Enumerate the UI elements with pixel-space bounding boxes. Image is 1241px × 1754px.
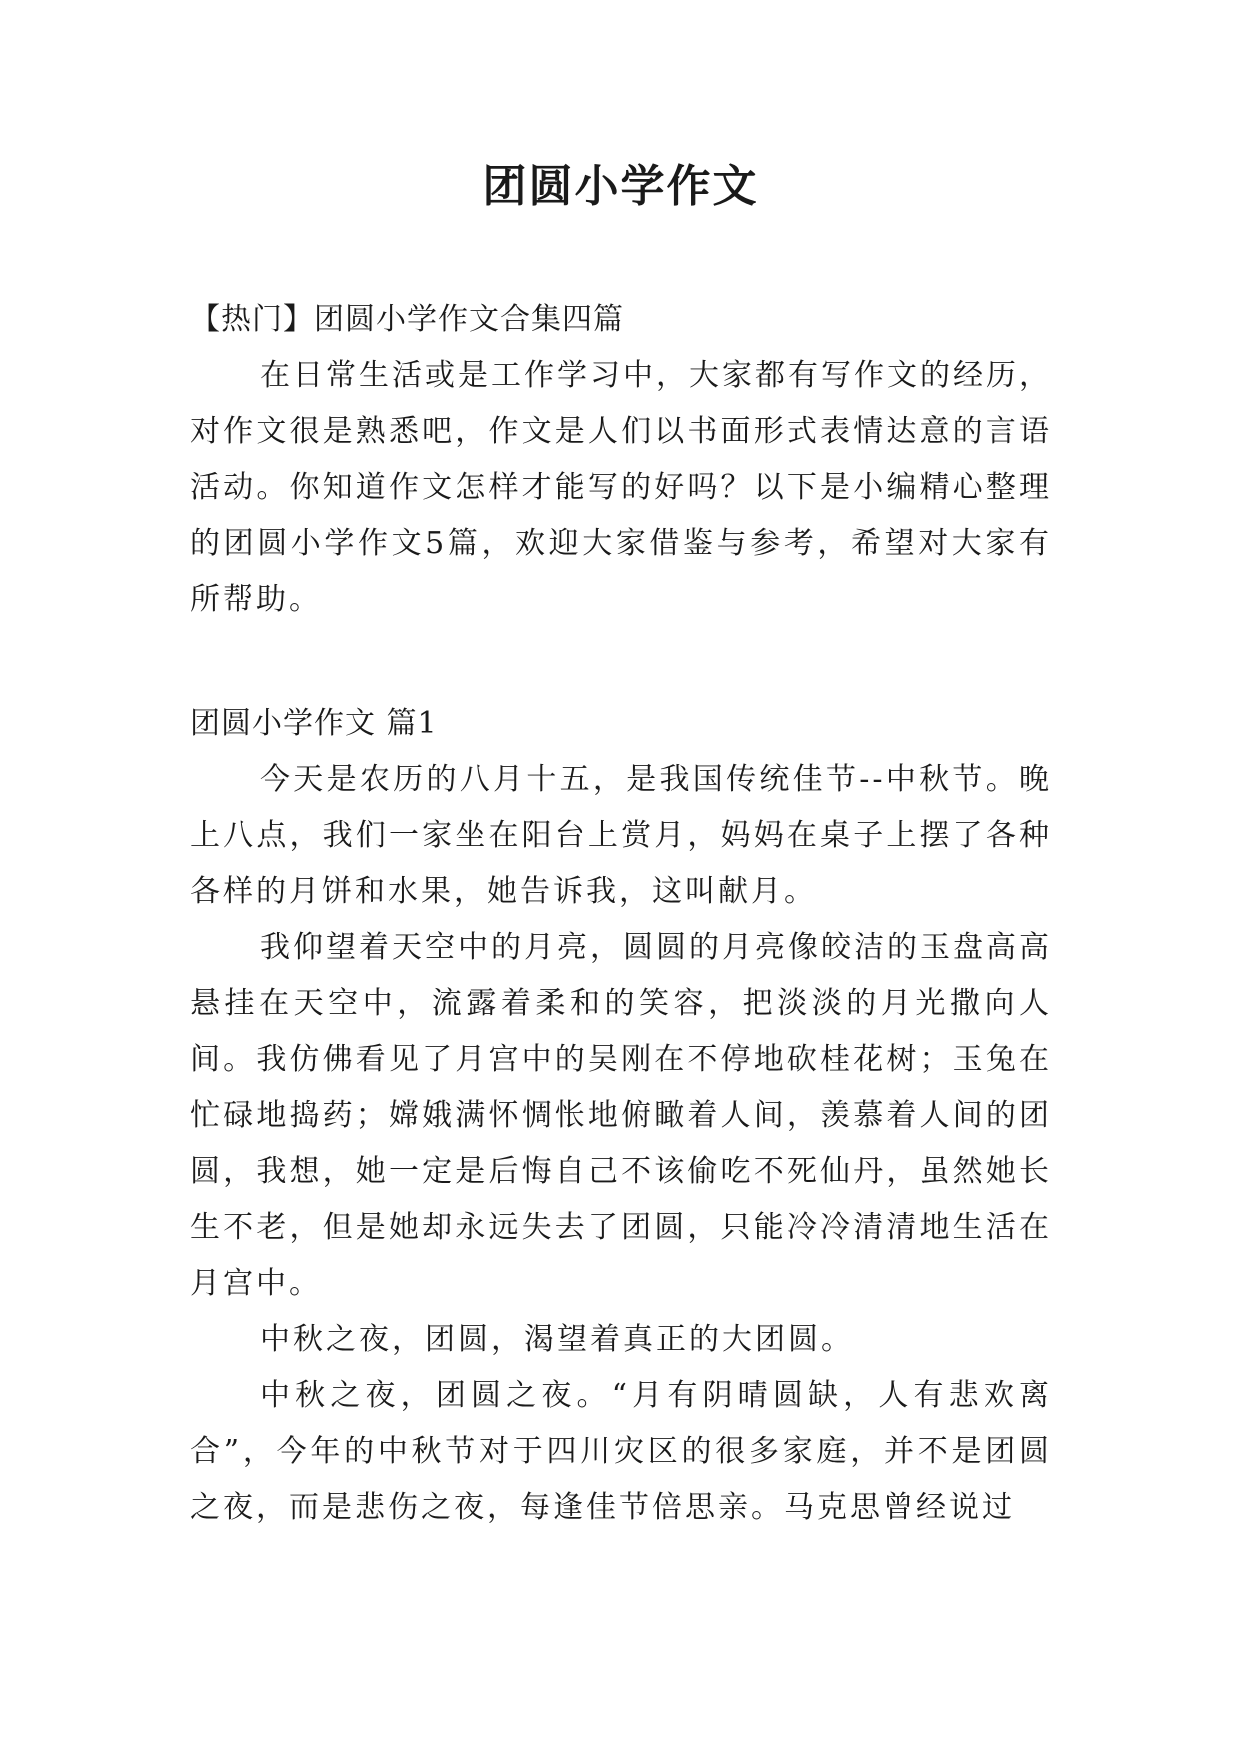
paragraph-1: 今天是农历的八月十五，是我国传统佳节--中秋节。晚上八点，我们一家坐在阳台上赏月，妈妈在桌子上摆了各种各样的月饼和水果，她告诉我，这叫献月。 xyxy=(190,762,1052,909)
intro-paragraph: 在日常生活或是工作学习中，大家都有写作文的经历，对作文很是熟悉吧，作文是人们以书面形式表情达意的言语活动。你知道作文怎样才能写的好吗？以下是小编精心整理的团圆小学作文5篇，欢迎大家借鉴与参考，希望对大家有所帮助。 xyxy=(190,358,1052,617)
paragraph-3: 中秋之夜，团圆，渴望着真正的大团圆。 xyxy=(260,1322,854,1357)
section-heading: 团圆小学作文 篇1 xyxy=(190,706,438,741)
document-subtitle: 【热门】团圆小学作文合集四篇 xyxy=(190,302,624,337)
paragraph-2: 我仰望着天空中的月亮，圆圆的月亮像皎洁的玉盘高高悬挂在天空中，流露着柔和的笑容，把淡淡的月光撒向人间。我仿佛看见了月宫中的吴刚在不停地砍桂花树；玉兔在忙碌地捣药；嫦娥满怀惆怅地俯瞰着人间，羡慕着人间的团圆，我想，她一定是后悔自己不该偷吃不死仙丹，虽然她长生不老，但是她却永远失去了团圆，只能冷冷清清地生活在月宫中。 xyxy=(190,930,1052,1301)
document-title: 团圆小学作文 xyxy=(482,161,759,212)
paragraph-4: 中秋之夜，团圆之夜。“月有阴晴圆缺，人有悲欢离合”，今年的中秋节对于四川灾区的很多家庭，并不是团圆之夜，而是悲伤之夜，每逢佳节倍思亲。马克思曾经说过 xyxy=(190,1378,1052,1525)
